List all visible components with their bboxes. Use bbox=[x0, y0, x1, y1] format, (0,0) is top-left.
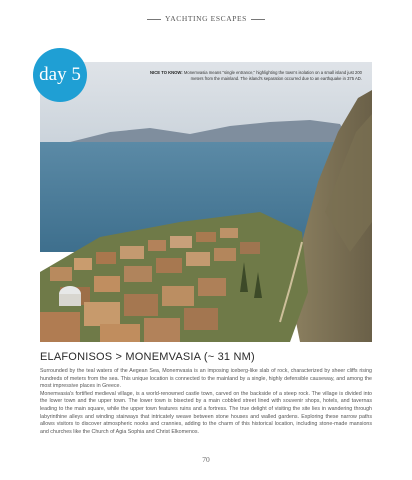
header-rule-right bbox=[251, 19, 265, 20]
article-body bbox=[40, 368, 372, 436]
page-number: 70 bbox=[202, 455, 210, 464]
article-paragraph: Monemvasia's fortified medieval village, is a world-renowned castle town, carved on the backside of a steep rock. The village is divided into the lower town and the upper town. The lower town is bisected by a main cobbled street lined with souvenir shops, hotels, and tavernas leading to the main square, while the upper town features ruins and a fortress. The true delight of visiting the site lies in wandering through labyrinthine alleys and winding stairways that intricately weave between stone houses and walled gardens. Exploring these narrow paths allows visitors to discover atmospheric nooks and crannies, adding to the charm of this historical location, including stone-made mansions and churches like the Church of Agia Sophia and Christ Elkomenos. bbox=[40, 390, 372, 435]
article-paragraph: Surrounded by the teal waters of the Aegean Sea, Monemvasia is an imposing iceberg-like slab of rock, characterized by sheer cliffs rising hundreds of meters from the sea. This unique location is connected to the mainland by a single, highly defensible causeway, and among the most impressive places in Greece. bbox=[40, 368, 372, 390]
day-badge: day 5 bbox=[33, 48, 87, 102]
header-rule-left bbox=[147, 19, 161, 20]
section-title: ELAFONISOS > MONEMVASIA (~ 31 NM) bbox=[40, 351, 255, 363]
nice-to-know-note bbox=[150, 70, 362, 82]
running-header bbox=[0, 14, 412, 23]
note-text: Monemvasia means "single entrance," highlighting the town's isolation on a small island just 200 meters from the mainland. The island's separation occurred due to an earthquake in 375 AD. bbox=[183, 70, 362, 82]
header-section: YACHTING ESCAPES bbox=[165, 14, 247, 23]
monemvasia-photo bbox=[40, 62, 372, 342]
note-label: NICE TO KNOW: bbox=[150, 70, 183, 75]
